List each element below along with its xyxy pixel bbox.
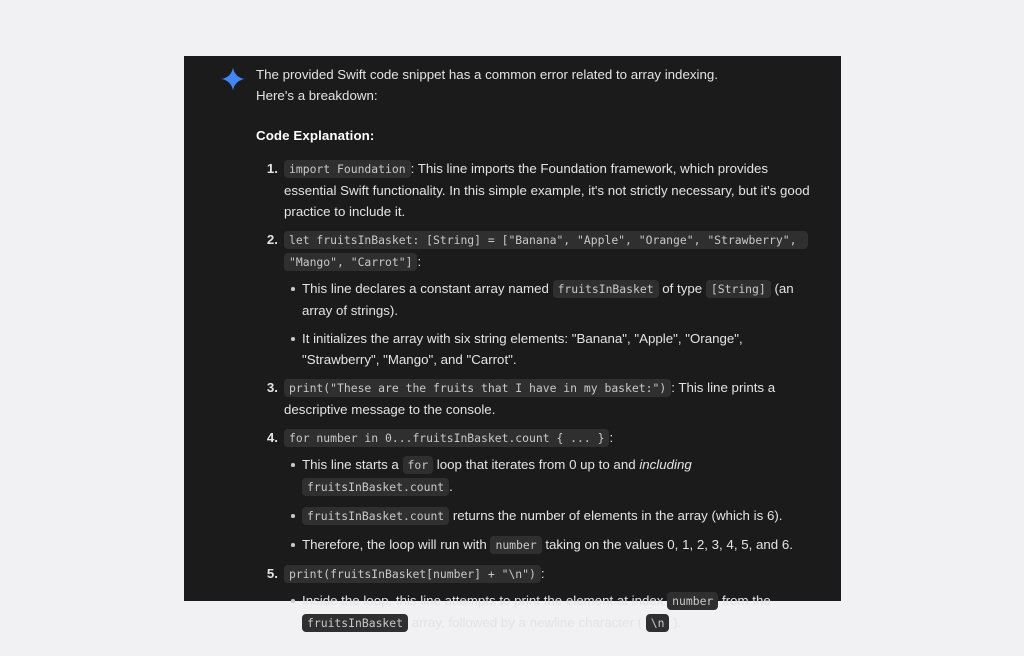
inline-code-chip: fruitsInBasket.count [302,478,449,496]
item-body [284,427,823,449]
inline-code-chip: \n [646,614,670,632]
code-explanation-item [284,377,823,420]
sub-bullet-item [302,590,823,634]
sparkle-icon [220,66,246,92]
sub-bullet-list [284,454,823,556]
inline-code-chip: fruitsInBasket [553,280,659,298]
inline-code-chip: for number in 0...fruitsInBasket.count { ... } [284,429,609,447]
text-run: (an array of strings). [302,281,794,318]
text-run: taking on the values 0, 1, 2, 3, 4, 5, and 6. [541,537,793,552]
message-body [256,64,823,641]
text-run: This line starts a [302,457,403,472]
sub-bullet-item [302,328,823,370]
item-body [284,563,823,585]
sub-bullet-item [302,534,823,556]
text-run: . [449,479,453,494]
code-explanation-item [284,158,823,222]
inline-code-chip: fruitsInBasket [302,614,408,632]
code-explanation-item [284,427,823,556]
text-run: from the [718,593,771,608]
code-explanation-list [256,158,823,634]
inline-code-chip: fruitsInBasket.count [302,507,449,525]
text-run: It initializes the array with six string elements: "Banana", "Apple", "Orange", "Strawberry", "Mango", and "Carrot". [302,331,743,367]
item-description: : [417,254,422,269]
emphasis-text: including [639,457,692,472]
intro-paragraph: The provided Swift code snippet has a common error related to array indexing. Here's a breakdown: [256,67,718,103]
text-run: returns the number of elements in the array (which is 6). [449,508,783,523]
text-run: array, followed by a newline character ( [408,615,646,630]
item-body [284,377,823,420]
sub-bullet-item [302,454,823,498]
sub-bullet-list [284,278,823,370]
inline-code-chip: print("These are the fruits that I have in my basket:") [284,379,671,397]
item-body [284,158,823,222]
section-heading-code-explanation: Code Explanation: [256,128,375,143]
sub-bullet-item [302,278,823,321]
item-body [284,229,823,273]
text-run: ). [669,615,682,630]
code-explanation-item [284,563,823,634]
code-explanation-item [284,229,823,370]
card-inner [184,56,841,630]
text-run: Therefore, the loop will run with [302,537,491,552]
text-run: This line declares a constant array named [302,281,553,296]
inline-code-chip: let fruitsInBasket: [String] = ["Banana", "Apple", "Orange", "Strawberry", "Mango", "Carrot"] [284,231,808,271]
item-description: : This line imports the Foundation framework, which provides essential Swift functionality. In this simple example, it's not strictly necessary, but it's good practice to include it. [284,161,810,219]
text-run: loop that iterates from 0 up to and [433,457,640,472]
item-description: : This line prints a descriptive message to the console. [284,380,776,417]
text-run: Inside the loop, this line attempts to print the element at index [302,593,668,608]
sub-bullet-list [284,590,823,634]
item-description: : [540,566,545,581]
inline-code-chip: [String] [706,280,771,298]
text-run: of type [658,281,706,296]
inline-code-chip: print(fruitsInBasket[number] + "\n") [284,565,541,583]
inline-code-chip: number [667,592,718,610]
inline-code-chip: number [490,536,541,554]
sub-bullet-item [302,505,823,527]
inline-code-chip: for [403,456,434,474]
inline-code-chip: import Foundation [284,160,411,178]
model-response-card [184,56,841,630]
item-description: : [609,430,614,445]
